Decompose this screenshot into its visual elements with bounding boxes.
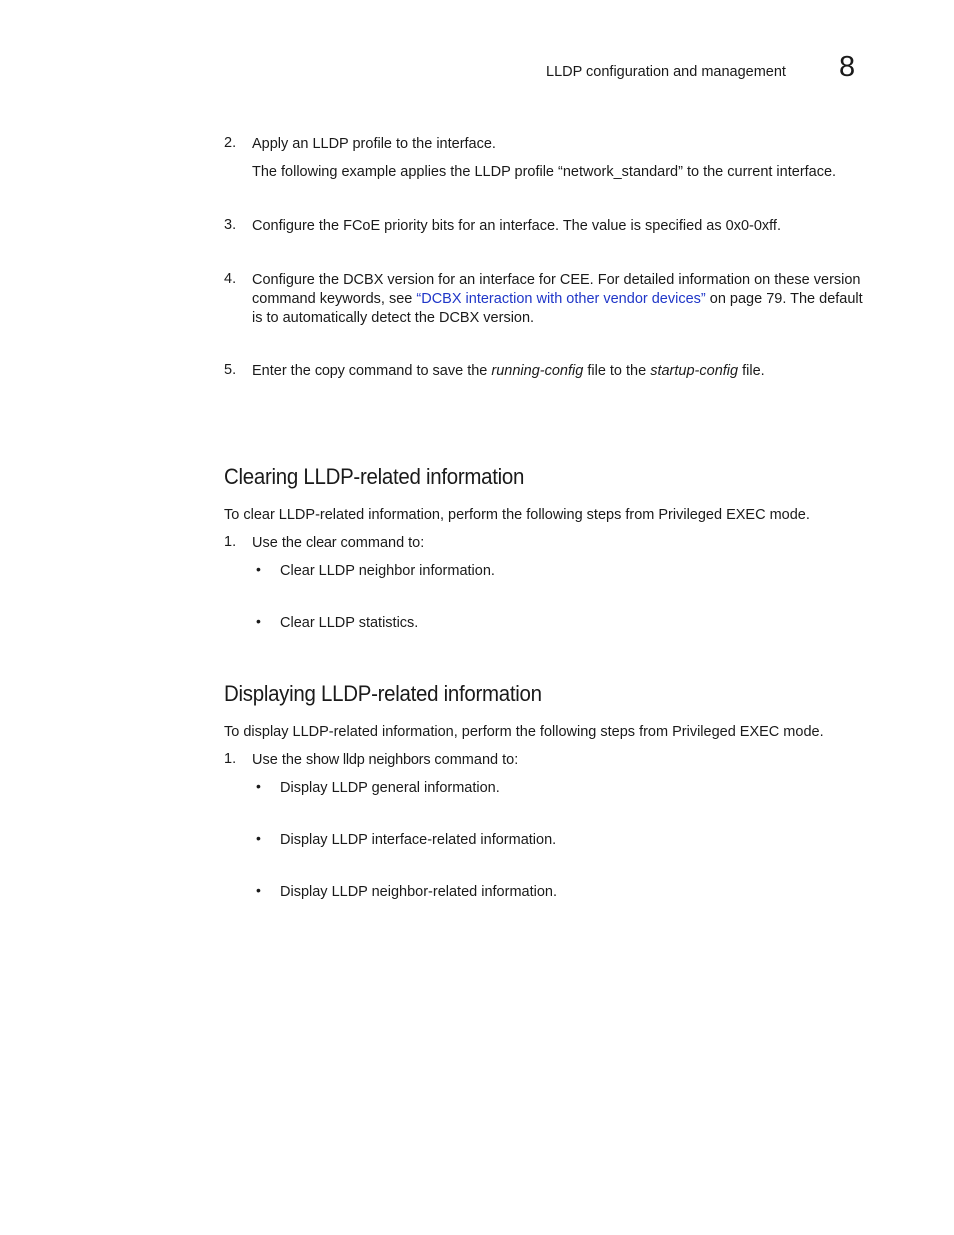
clearing-intro: To clear LLDP-related information, perform the following steps from Privileged EXEC mode. <box>224 507 810 523</box>
list-item-text: Clear LLDP statistics. <box>280 615 419 631</box>
bullet-icon: • <box>256 561 261 577</box>
step-2 <box>224 135 874 154</box>
step-text: Apply an LLDP profile to the interface. <box>252 136 496 152</box>
step-number: 2. <box>224 135 237 151</box>
text: Use the <box>252 535 306 551</box>
dcbx-interaction-link[interactable]: “DCBX interaction with other vendor devices” <box>416 291 706 307</box>
running-header-title: LLDP configuration and management <box>546 64 786 80</box>
list-item <box>256 614 856 633</box>
text: command to: <box>336 535 425 551</box>
text: command to save the <box>344 363 492 379</box>
text: Use the <box>252 752 306 768</box>
command-copy: copy <box>314 363 345 379</box>
step-text: Configure the FCoE priority bits for an interface. The value is specified as 0x0-0xff. <box>252 218 781 234</box>
bullet-icon: • <box>256 613 261 629</box>
text: file. <box>738 363 765 379</box>
list-item-text: Clear LLDP neighbor information. <box>280 563 495 579</box>
step-3 <box>224 217 874 236</box>
running-config-term: running-config <box>491 363 584 379</box>
startup-config-term: startup-config <box>650 363 739 379</box>
step-number: 5. <box>224 362 237 378</box>
chapter-number: 8 <box>839 51 856 83</box>
displaying-intro: To display LLDP-related information, perform the following steps from Privileged EXEC mode. <box>224 724 824 740</box>
text: command to: <box>430 752 519 768</box>
step-5 <box>224 362 874 381</box>
step-number: 3. <box>224 217 237 233</box>
list-item <box>256 562 856 581</box>
list-item-text: Display LLDP interface-related information. <box>280 832 557 848</box>
list-item-text: Display LLDP general information. <box>280 780 500 796</box>
bullet-icon: • <box>256 778 261 794</box>
list-item <box>256 779 856 798</box>
step-2-note: The following example applies the LLDP profile “network_standard” to the current interface. <box>252 164 837 180</box>
list-item <box>256 831 856 850</box>
bullet-icon: • <box>256 830 261 846</box>
displaying-step-1 <box>224 751 874 770</box>
displaying-heading: Displaying LLDP-related information <box>224 681 542 706</box>
step-number: 1. <box>224 534 237 550</box>
step-text <box>252 534 874 553</box>
bullet-icon: • <box>256 882 261 898</box>
command-show-lldp-neighbors: show lldp neighbors <box>306 752 431 768</box>
list-item <box>256 883 856 902</box>
step-number: 1. <box>224 751 237 767</box>
step-text-pre: Configure the DCBX version for an interface for CEE. For detailed information on these version command keywords, see <box>252 272 861 307</box>
step-text-post: on page 79. The default is to automatically detect the DCBX version. <box>252 291 863 326</box>
step-text <box>252 751 874 770</box>
clearing-step-1 <box>224 534 874 553</box>
clearing-heading: Clearing LLDP-related information <box>224 464 525 489</box>
list-item-text: Display LLDP neighbor-related information. <box>280 884 557 900</box>
step-4 <box>224 271 874 328</box>
text: Enter the <box>252 363 315 379</box>
text: file to the <box>583 363 651 379</box>
step-text <box>252 362 874 381</box>
step-text <box>252 271 874 328</box>
step-number: 4. <box>224 271 237 287</box>
command-clear: clear <box>306 535 337 551</box>
